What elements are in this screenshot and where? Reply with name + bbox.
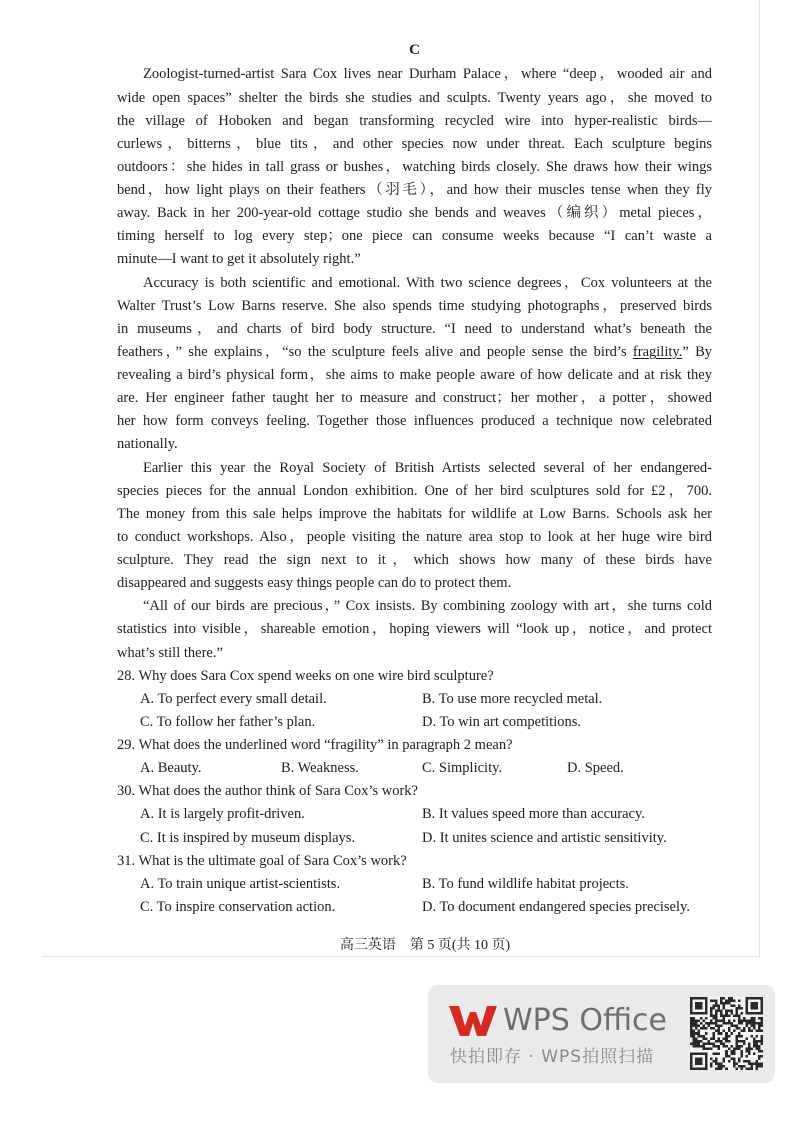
passage-line: curlews，bitterns，blue tits，and other species now under threat. Each sculpture begins (117, 135, 712, 152)
wps-brand-text: WPS Office (503, 1003, 667, 1038)
passage-line: Zoologist-turned-artist Sara Cox lives near Durham Palace，where “deep，wooded air and (143, 66, 712, 83)
passage-line: what’s still there.” (117, 644, 223, 661)
option-d: D. To win art competitions. (422, 713, 582, 730)
underlined-word-fragility: fragility. (632, 343, 683, 360)
passage-line: outdoors：she hides in tall grass or bushes，watching birds closely. She draws how their wings (117, 158, 712, 175)
option-b: B. Weakness. (281, 760, 359, 777)
option-b: B. To fund wildlife habitat projects. (422, 875, 629, 892)
paragraph-3 (117, 457, 712, 596)
wps-watermark (428, 985, 775, 1083)
options-row (117, 827, 712, 850)
wps-w-logo-icon (449, 1006, 497, 1036)
paragraph-2 (117, 272, 712, 457)
passage-line: the village of Hoboken and began transforming recycled wire into hyper-realistic birds— (117, 112, 712, 129)
option-b: B. To use more recycled metal. (422, 690, 603, 707)
options-row (117, 803, 712, 826)
option-c: C. To follow her father’s plan. (140, 713, 316, 730)
question-stem-row (117, 734, 712, 757)
question-stem: 30. What does the author think of Sara Cox’s work? (117, 783, 418, 800)
passage-line: nationally. (117, 436, 178, 453)
passage-line: minute—I want to get it absolutely right.” (117, 251, 361, 268)
paragraph-4 (117, 595, 712, 664)
option-c: C. To inspire conservation action. (140, 898, 336, 915)
options-row (117, 896, 712, 919)
paragraph-1 (117, 63, 712, 271)
passage-line: Earlier this year the Royal Society of British Artists selected several of her endangered- (143, 459, 712, 476)
passage-line: disappeared and suggests easy things people can do to protect them. (117, 575, 512, 592)
passage-line: to conduct workshops. Also，people visiting the nature area stop to look at her huge wire bird (117, 528, 712, 545)
option-a: A. Beauty. (140, 760, 202, 777)
question-28 (117, 665, 712, 734)
passage-line: statistics into visible，shareable emotion，hoping viewers will “look up，notice，and protect (117, 621, 712, 638)
options-row (117, 873, 712, 896)
question-31 (117, 850, 712, 919)
option-b: B. It values speed more than accuracy. (422, 806, 645, 823)
options-row (117, 711, 712, 734)
option-c: C. Simplicity. (422, 760, 503, 777)
question-stem-row (117, 665, 712, 688)
passage-line: species pieces for the annual London exhibition. One of her bird sculptures sold for £2，700. (117, 482, 712, 499)
option-d: D. Speed. (567, 760, 624, 777)
question-stem: 31. What is the ultimate goal of Sara Cox’s work? (117, 852, 407, 869)
option-a: A. To train unique artist-scientists. (140, 875, 341, 892)
line-text: ” By (682, 343, 712, 360)
option-d: D. It unites science and artistic sensitivity. (422, 829, 667, 846)
line-text: feathers，” she explains，“so the sculpture feels alive and people sense the bird’s (117, 343, 633, 360)
passage-line: revealing a bird’s physical form，she aims to make people aware of how delicate and at risk they (117, 367, 712, 384)
question-stem: 29. What does the underlined word “fragility” in paragraph 2 mean? (117, 737, 513, 754)
question-stem-row (117, 850, 712, 873)
passage-line: Accuracy is both scientific and emotional. With two science degrees，Cox volunteers at the (143, 274, 712, 291)
passage-line: in museums，and charts of bird body structure. “I need to understand what’s beneath the (117, 320, 712, 337)
section-title: C (409, 42, 420, 58)
option-d: D. To document endangered species precisely. (422, 898, 690, 915)
question-29 (117, 734, 712, 780)
question-stem: 28. Why does Sara Cox spend weeks on one wire bird sculpture? (117, 667, 494, 684)
passage-line: bend，how light plays on their feathers（羽毛），and how their muscles tense when they fly (117, 182, 712, 199)
passage-line: timing herself to log every step；one piece can consume weeks because “I can’t waste a (117, 228, 712, 245)
passage-line: Walter Trust’s Low Barns reserve. She also spends time studying photographs，preserved birds (117, 297, 712, 314)
option-c: C. It is inspired by museum displays. (140, 829, 356, 846)
passage-line: away. Back in her 200-year-old cottage studio she bends and weaves（编织）metal pieces， (117, 205, 712, 222)
passage-line: wide open spaces” shelter the birds she studies and sculpts. Twenty years ago，she moved to (117, 89, 712, 106)
passage-line: her how form conveys feeling. Together those influences produced a technique now celebrated (117, 413, 712, 430)
option-a: A. It is largely profit-driven. (140, 806, 305, 823)
options-row (117, 757, 712, 780)
question-30 (117, 780, 712, 849)
passage-line: “All of our birds are precious，” Cox insists. By combining zoology with art，she turns cold (143, 598, 712, 615)
qr-code (690, 997, 763, 1070)
reading-passage (117, 63, 712, 919)
passage-line (117, 341, 712, 364)
passage-line: The money from this sale helps improve the habitats for wildlife at Low Barns. Schools ask her (117, 505, 712, 522)
passage-line: sculpture. They read the sign next to it，which shows how many of these birds have (117, 552, 712, 569)
option-a: A. To perfect every small detail. (140, 690, 327, 707)
options-row (117, 688, 712, 711)
wps-tagline: 快拍即存 · WPS拍照扫描 (450, 1047, 655, 1067)
page-footer: 高三英语 第 5 页(共 10 页) (339, 938, 511, 953)
question-stem-row (117, 780, 712, 803)
passage-line: are. Her engineer father taught her to measure and construct；her mother，a potter，showed (117, 390, 712, 407)
